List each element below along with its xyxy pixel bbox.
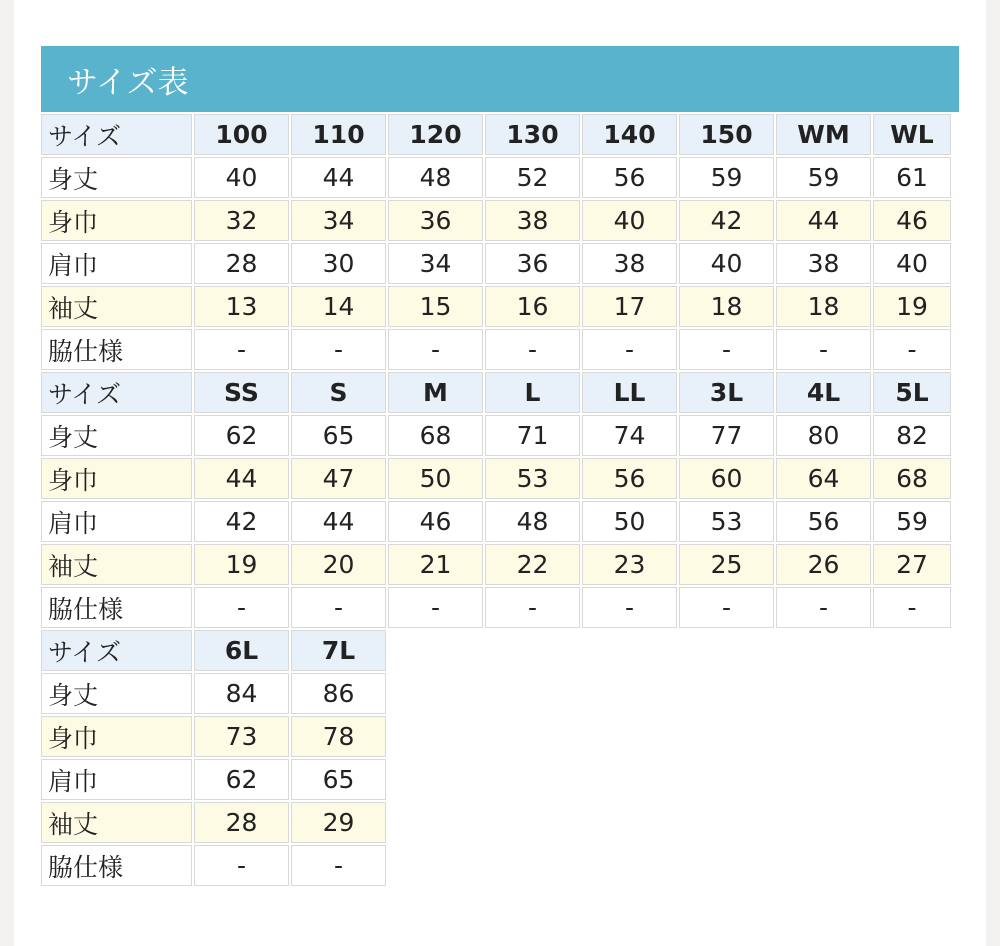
empty-cell <box>776 759 871 800</box>
measurement-cell: 44 <box>194 458 289 499</box>
empty-cell <box>679 759 774 800</box>
measurement-cell: 40 <box>679 243 774 284</box>
empty-cell <box>776 845 871 886</box>
row-label: 肩巾 <box>41 501 192 542</box>
measurement-cell: - <box>388 329 483 370</box>
size-header-cell: 4L <box>776 372 871 413</box>
measurement-cell: 53 <box>485 458 580 499</box>
measurement-cell: 40 <box>582 200 677 241</box>
measurement-cell: - <box>679 587 774 628</box>
measurement-row <box>41 544 951 585</box>
measurement-cell: - <box>291 587 386 628</box>
empty-cell <box>582 630 677 671</box>
measurement-row <box>41 587 951 628</box>
measurement-cell: 56 <box>582 157 677 198</box>
row-label: 脇仕様 <box>41 845 192 886</box>
measurement-cell: 48 <box>485 501 580 542</box>
measurement-cell: 17 <box>582 286 677 327</box>
measurement-cell: 38 <box>485 200 580 241</box>
measurement-cell: 64 <box>776 458 871 499</box>
empty-cell <box>388 802 483 843</box>
measurement-cell: - <box>388 587 483 628</box>
size-header-cell: 150 <box>679 114 774 155</box>
row-label: 袖丈 <box>41 544 192 585</box>
measurement-cell: 40 <box>194 157 289 198</box>
empty-cell <box>776 716 871 757</box>
measurement-row <box>41 458 951 499</box>
measurement-row <box>41 329 951 370</box>
empty-cell <box>582 802 677 843</box>
measurement-cell: 40 <box>873 243 951 284</box>
measurement-cell: 74 <box>582 415 677 456</box>
size-header-cell: 130 <box>485 114 580 155</box>
measurement-cell: 38 <box>582 243 677 284</box>
size-header-cell: SS <box>194 372 289 413</box>
row-label: 脇仕様 <box>41 587 192 628</box>
measurement-cell: - <box>873 329 951 370</box>
measurement-cell: 62 <box>194 759 289 800</box>
measurement-cell: 34 <box>388 243 483 284</box>
empty-cell <box>873 759 951 800</box>
measurement-row <box>41 673 951 714</box>
measurement-cell: 42 <box>679 200 774 241</box>
empty-cell <box>873 673 951 714</box>
row-label: 肩巾 <box>41 243 192 284</box>
measurement-cell: 26 <box>776 544 871 585</box>
measurement-cell: - <box>485 587 580 628</box>
size-chart-title: サイズ表 <box>67 64 189 101</box>
measurement-cell: 56 <box>776 501 871 542</box>
row-label: 身丈 <box>41 415 192 456</box>
size-header-cell: 7L <box>291 630 386 671</box>
measurement-row <box>41 286 951 327</box>
measurement-cell: 59 <box>679 157 774 198</box>
empty-cell <box>388 716 483 757</box>
row-label: 袖丈 <box>41 802 192 843</box>
measurement-cell: 28 <box>194 243 289 284</box>
empty-cell <box>679 845 774 886</box>
measurement-cell: 19 <box>194 544 289 585</box>
empty-cell <box>776 673 871 714</box>
measurement-cell: 71 <box>485 415 580 456</box>
empty-cell <box>582 845 677 886</box>
empty-cell <box>485 802 580 843</box>
measurement-cell: - <box>776 329 871 370</box>
empty-cell <box>873 630 951 671</box>
size-header-cell: 6L <box>194 630 289 671</box>
measurement-cell: 59 <box>873 501 951 542</box>
measurement-cell: 44 <box>291 501 386 542</box>
size-header-cell: S <box>291 372 386 413</box>
empty-cell <box>485 759 580 800</box>
measurement-cell: 68 <box>388 415 483 456</box>
size-header-row <box>41 372 951 413</box>
measurement-cell: 50 <box>582 501 677 542</box>
size-chart-title-bar <box>41 46 959 112</box>
measurement-cell: 60 <box>679 458 774 499</box>
measurement-row <box>41 845 951 886</box>
measurement-cell: 32 <box>194 200 289 241</box>
measurement-row <box>41 802 951 843</box>
measurement-cell: 16 <box>485 286 580 327</box>
measurement-cell: 77 <box>679 415 774 456</box>
measurement-row <box>41 759 951 800</box>
measurement-cell: 52 <box>485 157 580 198</box>
row-label: 身巾 <box>41 458 192 499</box>
row-label: サイズ <box>41 114 192 155</box>
empty-cell <box>388 759 483 800</box>
measurement-cell: 29 <box>291 802 386 843</box>
empty-cell <box>873 845 951 886</box>
measurement-cell: 23 <box>582 544 677 585</box>
empty-cell <box>388 845 483 886</box>
measurement-cell: 36 <box>388 200 483 241</box>
measurement-cell: 53 <box>679 501 774 542</box>
size-header-row <box>41 114 951 155</box>
measurement-cell: 73 <box>194 716 289 757</box>
measurement-cell: 44 <box>291 157 386 198</box>
measurement-cell: 78 <box>291 716 386 757</box>
measurement-cell: - <box>776 587 871 628</box>
empty-cell <box>873 716 951 757</box>
measurement-cell: 21 <box>388 544 483 585</box>
measurement-cell: 18 <box>776 286 871 327</box>
measurement-cell: 25 <box>679 544 774 585</box>
empty-cell <box>582 759 677 800</box>
measurement-row <box>41 200 951 241</box>
measurement-cell: 34 <box>291 200 386 241</box>
empty-cell <box>873 802 951 843</box>
size-header-cell: 5L <box>873 372 951 413</box>
measurement-cell: 80 <box>776 415 871 456</box>
measurement-cell: 15 <box>388 286 483 327</box>
measurement-cell: 27 <box>873 544 951 585</box>
measurement-cell: - <box>582 587 677 628</box>
row-label: 脇仕様 <box>41 329 192 370</box>
measurement-cell: 59 <box>776 157 871 198</box>
measurement-cell: 82 <box>873 415 951 456</box>
size-table <box>39 112 953 888</box>
measurement-cell: 20 <box>291 544 386 585</box>
content-card <box>14 0 986 946</box>
measurement-cell: 14 <box>291 286 386 327</box>
measurement-cell: 61 <box>873 157 951 198</box>
measurement-row <box>41 501 951 542</box>
empty-cell <box>679 802 774 843</box>
measurement-cell: 44 <box>776 200 871 241</box>
measurement-cell: 86 <box>291 673 386 714</box>
size-header-cell: 100 <box>194 114 289 155</box>
size-header-cell: L <box>485 372 580 413</box>
row-label: 身丈 <box>41 673 192 714</box>
measurement-cell: 50 <box>388 458 483 499</box>
measurement-cell: 36 <box>485 243 580 284</box>
measurement-cell: 28 <box>194 802 289 843</box>
measurement-cell: 19 <box>873 286 951 327</box>
measurement-cell: - <box>873 587 951 628</box>
measurement-cell: 46 <box>388 501 483 542</box>
measurement-row <box>41 243 951 284</box>
size-header-cell: 3L <box>679 372 774 413</box>
measurement-cell: 65 <box>291 759 386 800</box>
size-header-cell: LL <box>582 372 677 413</box>
empty-cell <box>582 673 677 714</box>
row-label: 身巾 <box>41 716 192 757</box>
measurement-cell: 13 <box>194 286 289 327</box>
empty-cell <box>679 716 774 757</box>
measurement-cell: 47 <box>291 458 386 499</box>
row-label: 肩巾 <box>41 759 192 800</box>
measurement-cell: 62 <box>194 415 289 456</box>
measurement-cell: - <box>291 329 386 370</box>
measurement-row <box>41 157 951 198</box>
empty-cell <box>776 802 871 843</box>
measurement-cell: - <box>679 329 774 370</box>
measurement-cell: 30 <box>291 243 386 284</box>
measurement-cell: 46 <box>873 200 951 241</box>
measurement-cell: 22 <box>485 544 580 585</box>
measurement-cell: 38 <box>776 243 871 284</box>
empty-cell <box>485 673 580 714</box>
measurement-cell: 65 <box>291 415 386 456</box>
empty-cell <box>388 673 483 714</box>
measurement-row <box>41 415 951 456</box>
measurement-cell: 18 <box>679 286 774 327</box>
measurement-cell: 42 <box>194 501 289 542</box>
measurement-cell: 84 <box>194 673 289 714</box>
measurement-cell: - <box>194 587 289 628</box>
row-label: サイズ <box>41 372 192 413</box>
measurement-cell: 68 <box>873 458 951 499</box>
empty-cell <box>485 630 580 671</box>
measurement-row <box>41 716 951 757</box>
row-label: 身巾 <box>41 200 192 241</box>
measurement-cell: - <box>291 845 386 886</box>
measurement-cell: - <box>485 329 580 370</box>
row-label: 袖丈 <box>41 286 192 327</box>
empty-cell <box>485 716 580 757</box>
row-label: サイズ <box>41 630 192 671</box>
empty-cell <box>485 845 580 886</box>
empty-cell <box>776 630 871 671</box>
row-label: 身丈 <box>41 157 192 198</box>
empty-cell <box>679 673 774 714</box>
measurement-cell: 56 <box>582 458 677 499</box>
measurement-cell: - <box>582 329 677 370</box>
measurement-cell: - <box>194 329 289 370</box>
empty-cell <box>679 630 774 671</box>
empty-cell <box>388 630 483 671</box>
measurement-cell: - <box>194 845 289 886</box>
size-header-cell: 110 <box>291 114 386 155</box>
measurement-cell: 48 <box>388 157 483 198</box>
size-header-cell: WL <box>873 114 951 155</box>
size-header-cell: 140 <box>582 114 677 155</box>
empty-cell <box>582 716 677 757</box>
size-header-row <box>41 630 951 671</box>
size-chart-panel <box>41 46 959 888</box>
size-header-cell: 120 <box>388 114 483 155</box>
size-header-cell: WM <box>776 114 871 155</box>
size-header-cell: M <box>388 372 483 413</box>
